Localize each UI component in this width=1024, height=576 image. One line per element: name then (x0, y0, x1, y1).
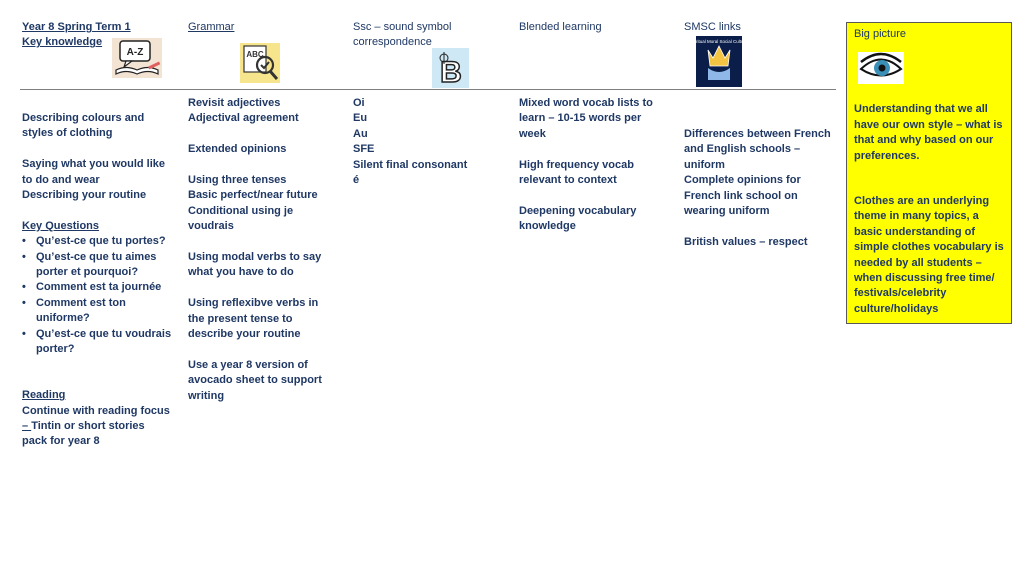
blended-line: High frequency vocab (519, 158, 634, 171)
blended-line: relevant to context (519, 174, 617, 187)
grammar-line: Using three tenses (188, 174, 287, 186)
blended-line: Mixed word vocab lists to (519, 97, 653, 109)
smsc-line: uniform (684, 158, 725, 171)
question-3: • Comment est ta journée (36, 280, 182, 295)
big-picture-title: Big picture (854, 28, 906, 40)
smsc-line: wearing uniform (684, 205, 770, 218)
grammar-header (188, 20, 234, 35)
blended-line: knowledge (519, 220, 576, 233)
grammar-line: Using reflexibve verbs in (188, 297, 319, 310)
grammar-line: Revisit adjectives (188, 97, 281, 109)
ssc-title-line2: correspondence (353, 36, 432, 49)
ssc-line: Silent final consonant (353, 158, 468, 171)
blended-line: learn – 10-15 words per (519, 112, 642, 125)
grammar-line: what you have to do (188, 266, 294, 279)
smsc-line: British values – respect (684, 235, 808, 248)
smsc-title: SMSC links (684, 21, 741, 33)
grammar-line: Extended opinions (188, 143, 287, 156)
grammar-line: Use a year 8 version of (188, 358, 308, 371)
key-questions-title: Key Questions (22, 219, 100, 232)
blended-title: Blended learning (519, 21, 602, 33)
smsc-line: and English schools – (684, 143, 801, 156)
question-2: • Qu’est-ce que tu aimes porter et pourquoi? (36, 250, 182, 281)
key-knowledge-body (22, 111, 182, 450)
smsc-crown-logo (689, 36, 749, 87)
kk-routine-line: Describing your routine (22, 189, 147, 202)
ssc-line: Au (353, 127, 368, 140)
smsc-line: Differences between French (684, 128, 831, 140)
grammar-line: describe your routine (188, 328, 301, 341)
svg-text:A-Z: A-Z (126, 47, 144, 58)
big-picture-para1: Understanding that we all have our own style – what is that and why based on our preferences. (854, 103, 1003, 162)
ssc-line: é (353, 174, 360, 187)
grammar-line: Using modal verbs to say (188, 251, 322, 264)
grammar-title: Grammar (188, 21, 235, 33)
ssc-title-line1: Ssc – sound symbol (353, 21, 452, 33)
ssc-line: SFE (353, 143, 375, 156)
reading-line1: Continue with reading focus (22, 404, 170, 417)
abc-magnifier-icon (240, 43, 280, 83)
smsc-logo-text: Spiritual Moral Social Cultural (689, 39, 749, 44)
key-questions-list (22, 234, 182, 357)
ssc-header (353, 20, 451, 51)
grammar-line: Adjectival agreement (188, 112, 299, 125)
smsc-line: Complete opinions for (684, 174, 801, 187)
ssc-line: Eu (353, 112, 368, 125)
reading-line2: – Tintin or short stories (22, 420, 145, 433)
smsc-header (684, 20, 741, 35)
grammar-line: Basic perfect/near future (188, 189, 318, 202)
big-picture-box (846, 22, 1012, 324)
grammar-body (188, 96, 348, 404)
eye-icon (858, 52, 904, 84)
blended-body (519, 96, 679, 235)
question-5: • Qu’est-ce que tu voudrais porter? (36, 327, 182, 358)
kk-saying-line2: to do and wear (22, 173, 100, 186)
big-picture-para2: Clothes are an underlying theme in many topics, a basic understanding of simple clothes vocabulary is needed by all students – when discussing free time/ festivals/celebrity culture/holidays (854, 195, 1004, 315)
grammar-line: avocado sheet to support (188, 374, 322, 387)
key-knowledge-title: Key knowledge (22, 36, 103, 49)
letter-b-sound-icon (432, 48, 469, 88)
kk-colours-line2: styles of clothing (22, 127, 113, 140)
header-divider (20, 89, 836, 90)
blended-line: week (519, 127, 546, 140)
grammar-line: writing (188, 389, 225, 402)
ssc-line: Oi (353, 97, 365, 109)
grammar-line: the present tense to (188, 312, 293, 325)
smsc-body (684, 127, 839, 250)
smsc-line: French link school on (684, 189, 798, 202)
question-4: • Comment est ton uniforme? (36, 296, 182, 327)
svg-text:B: B (440, 56, 462, 89)
a-z-dictionary-icon (112, 38, 162, 78)
ssc-body (353, 96, 513, 188)
svg-text:ABC: ABC (246, 50, 264, 59)
reading-line3: pack for year 8 (22, 435, 100, 448)
blended-header (519, 20, 602, 35)
grammar-line: voudrais (188, 220, 234, 233)
blended-line: Deepening vocabulary (519, 204, 637, 217)
term-title: Year 8 Spring Term 1 (22, 21, 131, 33)
grammar-line: Conditional using je (188, 204, 294, 217)
kk-colours-line1: Describing colours and (22, 112, 145, 124)
kk-saying-line1: Saying what you would like (22, 158, 166, 171)
reading-title: Reading (22, 389, 66, 402)
question-1: • Qu’est-ce que tu portes? (36, 234, 182, 249)
